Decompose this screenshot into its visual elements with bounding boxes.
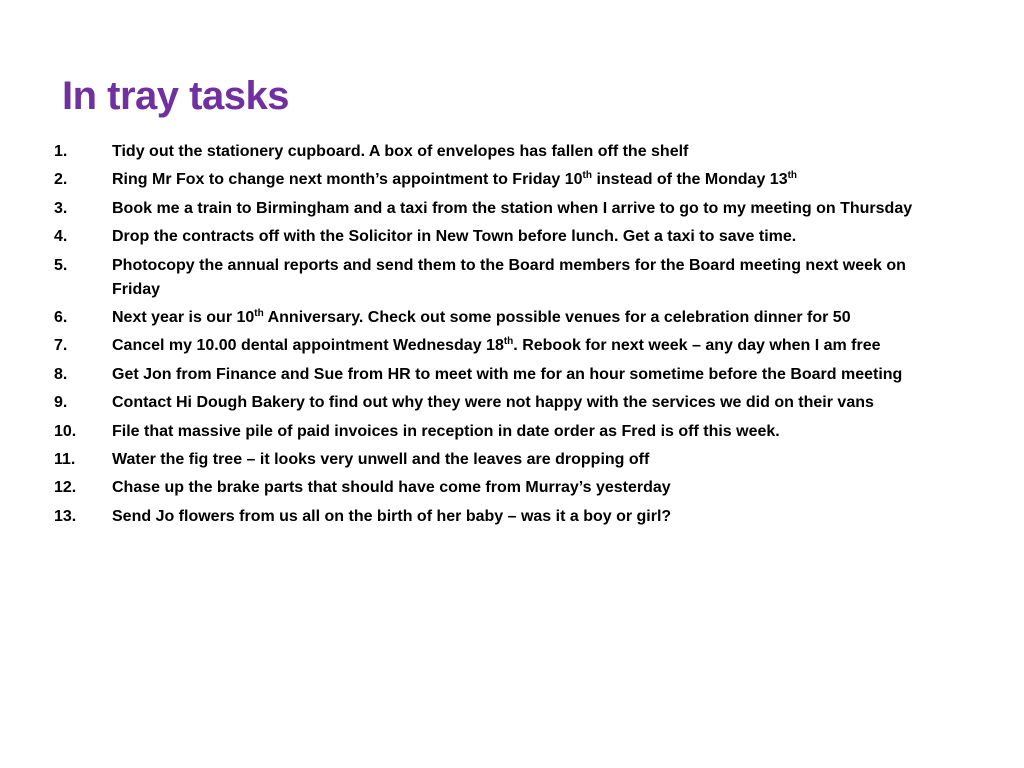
task-text-segment: Tidy out the stationery cupboard. A box of envelopes has fallen off the shelf bbox=[112, 143, 689, 160]
task-item bbox=[54, 420, 974, 444]
task-text-segment: Drop the contracts off with the Solicitor in New Town before lunch. Get a taxi to save time. bbox=[112, 228, 797, 246]
task-text bbox=[112, 448, 957, 472]
task-item bbox=[54, 168, 974, 192]
task-number: 5. bbox=[54, 256, 68, 274]
task-text-segment: instead of the Monday 13 bbox=[592, 171, 788, 189]
task-text-segment: Get Jon from Finance and Sue from HR to meet with me for an hour sometime before the Board meeting bbox=[112, 365, 903, 383]
task-text bbox=[112, 363, 957, 387]
task-text bbox=[112, 140, 957, 164]
task-number: 10. bbox=[54, 422, 77, 440]
task-text bbox=[112, 197, 957, 221]
task-text bbox=[112, 391, 957, 415]
task-item bbox=[54, 197, 974, 221]
task-list bbox=[54, 140, 974, 533]
task-text bbox=[112, 334, 957, 358]
task-item bbox=[54, 448, 974, 472]
task-text-segment: Next year is our 10 bbox=[112, 308, 255, 326]
task-number: 2. bbox=[54, 171, 68, 189]
task-text bbox=[112, 225, 957, 249]
task-number: 12. bbox=[54, 479, 77, 497]
task-text-segment: Photocopy the annual reports and send them to the Board members for the Board meeting next week on Friday bbox=[112, 256, 906, 298]
task-text-segment: Water the fig tree – it looks very unwell and the leaves are dropping off bbox=[112, 450, 650, 468]
task-text bbox=[112, 505, 957, 529]
task-number: 11. bbox=[54, 450, 76, 468]
task-number: 6. bbox=[54, 308, 68, 326]
task-text-segment: Cancel my 10.00 dental appointment Wednesday 18 bbox=[112, 337, 504, 355]
ordinal-suffix: th bbox=[582, 170, 592, 182]
task-item bbox=[54, 225, 974, 249]
task-text bbox=[112, 254, 957, 302]
ordinal-suffix: th bbox=[503, 336, 514, 348]
task-item bbox=[54, 306, 974, 330]
task-number: 4. bbox=[54, 228, 68, 246]
ordinal-suffix: th bbox=[254, 307, 264, 319]
task-item bbox=[54, 140, 974, 164]
task-text-segment: . Rebook for next week – any day when I am free bbox=[513, 337, 881, 355]
task-text bbox=[112, 168, 957, 192]
slide-title: In tray tasks bbox=[62, 74, 289, 118]
task-text-segment: Anniversary. Check out some possible venues for a celebration dinner for 50 bbox=[263, 308, 851, 326]
task-text-segment: Book me a train to Birmingham and a taxi from the station when I arrive to go to my meeting on Thursday bbox=[112, 199, 913, 217]
task-text-segment: File that massive pile of paid invoices in reception in date order as Fred is off this week. bbox=[112, 422, 780, 440]
task-text-segment: Ring Mr Fox to change next month’s appointment to Friday 10 bbox=[112, 171, 583, 189]
ordinal-suffix: th bbox=[787, 170, 798, 182]
task-item bbox=[54, 334, 974, 358]
task-number: 9. bbox=[54, 394, 68, 412]
task-number: 3. bbox=[54, 199, 68, 217]
task-text bbox=[112, 476, 957, 500]
task-number: 8. bbox=[54, 365, 68, 383]
task-text-segment: Contact Hi Dough Bakery to find out why they were not happy with the services we did on their vans bbox=[112, 394, 874, 412]
task-number: 1. bbox=[54, 143, 68, 160]
task-number: 7. bbox=[54, 337, 68, 355]
task-item bbox=[54, 391, 974, 415]
task-text bbox=[112, 420, 957, 444]
task-text-segment: Send Jo flowers from us all on the birth of her baby – was it a boy or girl? bbox=[112, 507, 672, 525]
task-number: 13. bbox=[54, 507, 77, 525]
task-item bbox=[54, 363, 974, 387]
task-text-segment: Chase up the brake parts that should have come from Murray’s yesterday bbox=[112, 479, 671, 497]
task-item bbox=[54, 254, 974, 302]
task-text bbox=[112, 306, 957, 330]
task-item bbox=[54, 476, 974, 500]
task-item bbox=[54, 505, 974, 529]
